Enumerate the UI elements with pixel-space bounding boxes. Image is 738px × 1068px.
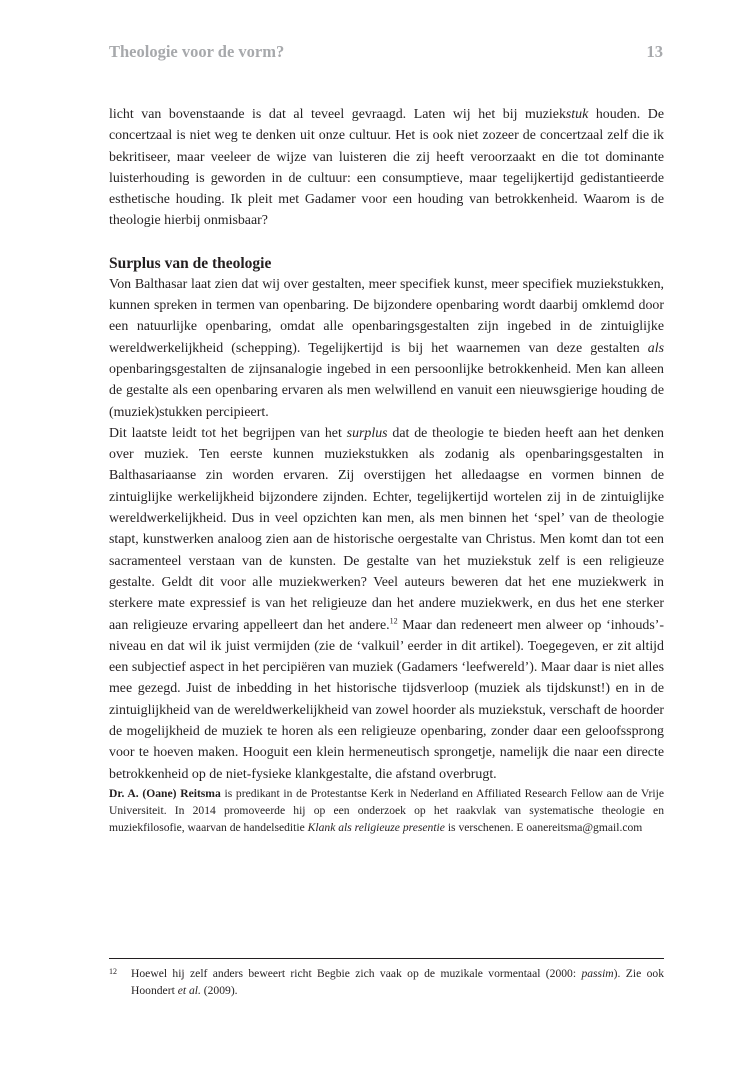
paragraph (109, 423, 664, 785)
paragraph (109, 274, 664, 423)
emphasis: surplus (346, 425, 388, 441)
book-title: Klank als religieuze presentie (307, 820, 445, 834)
footnote-text (131, 966, 664, 999)
footnote-reference[interactable]: 12 (389, 615, 398, 625)
author-bio (109, 785, 664, 836)
section-heading: Surplus van de theologie (109, 254, 272, 272)
footnote-divider (109, 958, 664, 959)
text-run: openbaringsgestalten de zijnsanalogie ingebed in een persoonlijke betrokkenheid. Men kan alleen de gestalte als een openbaring ervaren als men welwillend en vanuit een nieuwsgierige houding de (muziek)stukken percipieert. (109, 361, 664, 420)
text-run: Von Balthasar laat zien dat wij over gestalten, meer specifiek kunst, meer specifiek muziekstukken, kunnen spreken in termen van openbaring. De bijzondere openbaring wordt daarbij omklemd door een natuurlijke openbaring, omdat alle openbaringsgestalten zijn ingebed in de zintuiglijke wereldwerkelijkheid (schepping). Tegelijkertijd is bij het waarnemen van deze gestalten (109, 276, 664, 356)
footnote (109, 966, 664, 999)
emphasis: als (647, 340, 664, 356)
author-name: Dr. A. (Oane) Reitsma (109, 786, 221, 800)
text-run: ). Zie ook Hoondert (131, 967, 664, 997)
text-run: is predikant in de Protestantse Kerk in Nederland en Affiliated Research Fellow aan de Vrije Universiteit. In 2014 promoveerde hij op een onderzoek op het raakvlak van systematische theologie en muziekfilosofie, waarvan de handelseditie (109, 786, 664, 834)
text-run: Maar dan redeneert men alweer op ‘inhouds’-niveau en dat wil ik juist vermijden (zie de ‘valkuil’ eerder in dit artikel). Toegegeven, er zit altijd een subjectief aspect in het percipiëren van muziek (Gadamers ‘leefwereld’). Maar daar is niet alles mee gezegd. Juist de inbedding in het historische tijdsverloop (muziek als tijdskunst!) en in de zintuiglijkheid van de wereldwerkelijkheid van zowel hoorder als muziekstuk, verschaft de hoorder de mogelijkheid de muziek te horen als een religieuze openbaring, zonder daar een geloofssprong voor te hoeven maken. Hooguit een klein hermeneutisch sprongetje, namelijk die naar een directe betrokkenheid op de niet-fysieke klankgestalte, die afstand overbrugt. (109, 617, 664, 782)
text-run: Dit laatste leidt tot het begrijpen van het (109, 425, 347, 441)
running-head (109, 42, 663, 62)
running-head-title: Theologie voor de vorm? (109, 42, 285, 61)
emphasis: stuk (565, 107, 589, 122)
text-run: dat de theologie te bieden heeft aan het denken over muziek. Ten eerste kunnen muziekstukken als zodanig als openbaringsgestalten in Balthasariaanse zin worden ervaren. Zij overstijgen het alledaagse en vormen binnen de zintuiglijke werkelijkheid bijzondere zijnden. Echter, tegelijkertijd wortelen zij in de zintuiglijke wereldwerkelijkheid. Dus in veel opzichten kan men, als men binnen het ‘spel’ van de theologie stapt, kunstwerken analoog zien aan de historische oergestalte van Christus. Men komt dan tot een sacramenteel verstaan van de kunsten. De gestalte van het muziekstuk zelf is een religieuze gestalte. Geldt dit voor alle muziekwerken? Veel auteurs beweren dat het ene muziekwerk in sterkere mate expressief is van het religieuze dan het andere muziekwerk, en dus het ene sterker aan religieuze ervaring appelleert dan het andere. (109, 425, 664, 633)
page-number: 13 (646, 42, 663, 61)
text-run: licht van bovenstaande is dat al teveel gevraagd. Laten wij het bij muziek (109, 107, 566, 122)
text-run: Hoewel hij zelf anders beweert richt Begbie zich vaak op de muzikale vormentaal (2000: (131, 967, 582, 980)
emphasis: et al. (177, 983, 201, 997)
emphasis: passim (581, 967, 614, 980)
main-text (109, 104, 664, 836)
footnote-number: 12 (109, 967, 117, 976)
text-run: (2009). (200, 983, 238, 997)
text-run: is verschenen. E oanereitsma@gmail.com (444, 820, 643, 834)
text-run: houden. De concertzaal is niet weg te denken uit onze cultuur. Het is ook niet zozeer de concertzaal zelf die ik bekritiseer, maar veeleer de wijze van luisteren die zij heeft veroorzaakt en die tot dominante luisterhouding is geworden in de cultuur: een consumptieve, maar tegelijkertijd gedistantieerde esthetische houding. Ik pleit met Gadamer voor een houding van betrokkenheid. Waarom is de theologie hierbij onmisbaar? (109, 107, 664, 229)
paragraph (109, 104, 664, 232)
